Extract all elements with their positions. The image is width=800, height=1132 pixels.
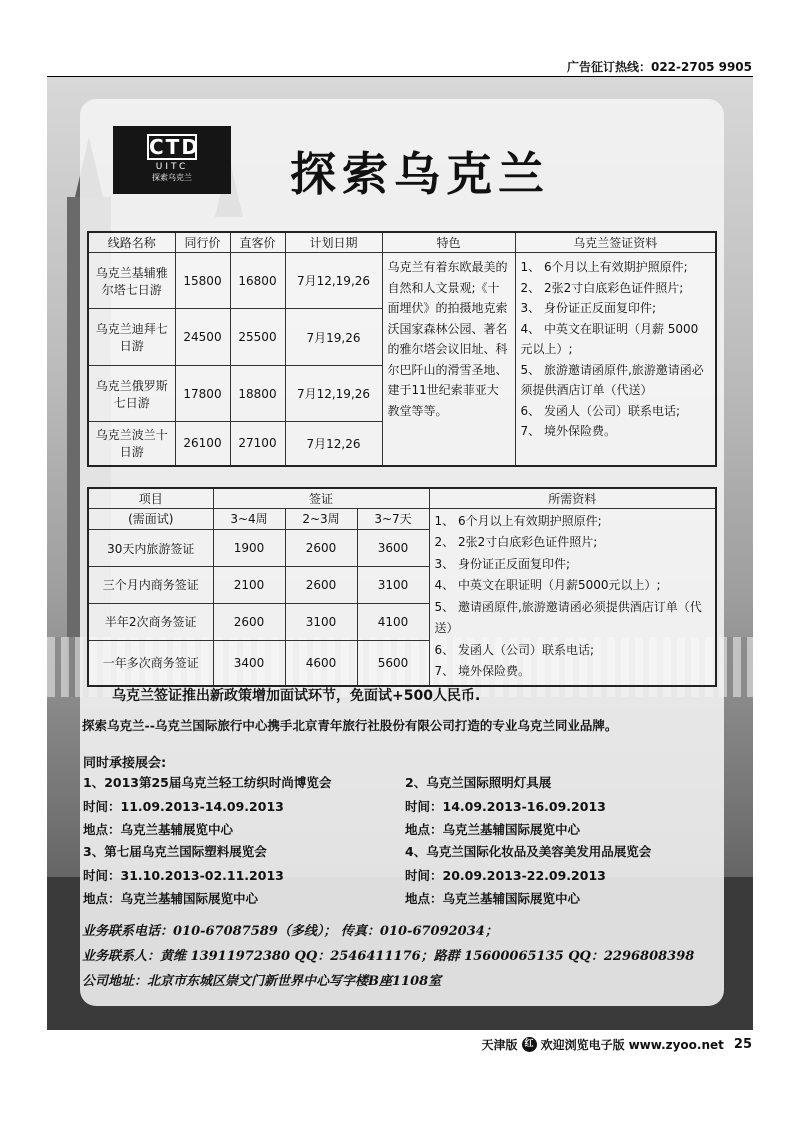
visa-price: 4100 — [357, 603, 429, 640]
list-item: 2、 2张2寸白底彩色证件照片; — [520, 280, 684, 295]
col-item: 项目 — [88, 488, 213, 508]
route-dates: 7月19,26 — [285, 309, 382, 366]
exhibitions-title: 同时承接展会: — [83, 756, 167, 771]
exhibition-time: 时间：11.09.2013-14.09.2013 — [83, 798, 284, 814]
list-item: 3、 身份证正反面复印件; — [434, 556, 570, 571]
footer-welcome: 欢迎浏览电子版 — [540, 1038, 625, 1052]
exhibition-item — [83, 840, 284, 911]
footer-badge-icon: 红 — [522, 1037, 537, 1052]
exhibition-item — [83, 771, 331, 842]
col-peer-price: 同行价 — [175, 232, 230, 253]
exhibition-name: 3、第七届乌克兰国际塑料展览会 — [83, 844, 267, 859]
page-number: 25 — [733, 1037, 752, 1052]
policy-notice: 乌克兰签证推出新政策增加面试环节，免面试+500人民币. — [112, 688, 481, 704]
list-item: 4、 中英文在职证明（月薪5000元以上）; — [434, 578, 661, 592]
peer-price: 17800 — [175, 366, 230, 422]
uitc-logo — [113, 126, 231, 194]
list-item: 5、 邀请函原件,旅游邀请函必须提供酒店订单（代送） — [434, 599, 702, 635]
contact-people: 业务联系人：黄维 13911972380 QQ：2546411176；路群 15600065135 QQ：2296808398 — [82, 949, 695, 964]
exhibition-place: 地点：乌克兰基辅展览中心 — [83, 822, 234, 837]
col-visa: 签证 — [213, 488, 429, 508]
visa-price: 3100 — [357, 566, 429, 603]
col-direct-price: 直客价 — [230, 232, 285, 253]
exhibition-time: 时间：14.09.2013-16.09.2013 — [405, 798, 606, 814]
visa-price: 2600 — [285, 566, 357, 603]
visa-docs-list — [515, 253, 716, 466]
peer-price: 15800 — [175, 253, 230, 309]
visa-item: 三个月内商务签证 — [88, 566, 213, 603]
footer-url[interactable]: www.zyoo.net — [628, 1037, 724, 1052]
col-feature: 特色 — [382, 232, 515, 253]
list-item: 5、 旅游邀请函原件,旅游邀请函必须提供酒店订单（代送） — [520, 362, 704, 397]
route-name: 乌克兰基辅雅尔塔七日游 — [88, 253, 175, 309]
footer — [482, 1036, 752, 1053]
exhibition-name: 1、2013第25届乌克兰轻工纺织时尚博览会 — [83, 775, 332, 790]
exhibition-time: 时间：20.09.2013-22.09.2013 — [405, 867, 606, 883]
visa-price: 2600 — [213, 603, 285, 640]
visa-item: 半年2次商务签证 — [88, 603, 213, 640]
list-item: 4、 中英文在职证明（月薪 5000元以上）; — [520, 321, 699, 356]
logo-text: UITC — [155, 162, 189, 172]
visa-price: 5600 — [357, 640, 429, 685]
logo-subtext: 探索乌克兰 — [152, 173, 192, 182]
exhibition-item — [405, 771, 606, 842]
exhibition-time: 时间：31.10.2013-02.11.2013 — [83, 867, 284, 883]
exhibition-name: 2、乌克兰国际照明灯具展 — [405, 775, 552, 790]
route-name: 乌克兰波兰十日游 — [88, 422, 175, 466]
list-item: 1、 6个月以上有效期护照原件; — [520, 260, 688, 274]
visa-price: 3100 — [285, 603, 357, 640]
exhibition-item — [405, 840, 651, 911]
duration-1: 3~4周 — [213, 508, 285, 530]
peer-price: 26100 — [175, 422, 230, 466]
visa-subheader-row — [88, 508, 716, 530]
direct-price: 27100 — [230, 422, 285, 466]
direct-price: 25500 — [230, 309, 285, 366]
visa-price: 2100 — [213, 566, 285, 603]
visa-item: 一年多次商务签证 — [88, 640, 213, 685]
list-item: 2、 2张2寸白底彩色证件照片; — [434, 535, 598, 549]
route-name: 乌克兰迪拜七日游 — [88, 309, 175, 366]
duration-2: 2~3周 — [285, 508, 357, 530]
routes-header-row — [88, 232, 716, 253]
visa-price: 1900 — [213, 530, 285, 567]
duration-3: 3~7天 — [357, 508, 429, 530]
visa-price: 4600 — [285, 640, 357, 685]
table-row — [88, 253, 716, 309]
list-item: 6、 发函人（公司）联系电话; — [520, 403, 680, 418]
visa-header-row — [88, 488, 716, 508]
direct-price: 18800 — [230, 366, 285, 422]
logo-mark: CTD — [149, 135, 200, 159]
exhibition-place: 地点：乌克兰基辅国际展览中心 — [83, 891, 259, 906]
visa-price: 3400 — [213, 640, 285, 685]
visa-item: 30天内旅游签证 — [88, 530, 213, 567]
exhibition-name: 4、乌克兰国际化妆品及美容美发用品展览会 — [405, 844, 652, 859]
exhibition-place: 地点：乌克兰基辅国际展览中心 — [405, 822, 581, 837]
contact-phone: 业务联系电话：010-67087589（多线）； 传真：010-67092034； — [82, 924, 498, 939]
list-item: 3、 身份证正反面复印件; — [520, 301, 656, 315]
list-item: 7、 境外保险费。 — [520, 424, 616, 438]
peer-price: 24500 — [175, 309, 230, 366]
col-route-name: 线路名称 — [88, 232, 175, 253]
list-item: 7、 境外保险费。 — [434, 664, 530, 678]
col-dates: 计划日期 — [285, 232, 382, 253]
contact-address: 公司地址：北京市东城区崇文门新世界中心写字楼B座1108室 — [82, 974, 442, 989]
page-title: 探索乌克兰 — [290, 147, 550, 201]
visa-table — [87, 487, 717, 687]
direct-price: 16800 — [230, 253, 285, 309]
exhibition-place: 地点：乌克兰基辅国际展览中心 — [405, 891, 581, 906]
visa-docs-list — [429, 508, 716, 686]
col-visa-docs: 乌克兰签证资料 — [515, 232, 716, 253]
route-name: 乌克兰俄罗斯七日游 — [88, 366, 175, 422]
list-item: 1、 6个月以上有效期护照原件; — [434, 513, 602, 528]
routes-table — [87, 231, 717, 467]
brand-statement: 探索乌克兰--乌克兰国际旅行中心携手北京青年旅行社股份有限公司打造的专业乌克兰同业品牌。 — [82, 718, 618, 733]
visa-price: 3600 — [357, 530, 429, 567]
visa-price: 2600 — [285, 530, 357, 567]
route-dates: 7月12,19,26 — [285, 253, 382, 309]
route-dates: 7月12,19,26 — [285, 366, 382, 422]
list-item: 6、 发函人（公司）联系电话; — [434, 642, 594, 657]
footer-edition: 天津版 — [481, 1038, 518, 1052]
feature-text: 乌克兰有着东欧最美的自然和人文景观;《十面埋伏》的拍摄地克索沃国家森林公园、著名的雅尔塔会议旧址、科尔巴阡山的滑雪圣地、建于11世纪索菲亚大教堂等等。 — [382, 253, 515, 466]
col-item-sub: (需面试) — [88, 508, 213, 530]
col-docs: 所需资料 — [429, 488, 716, 508]
hotline: 广告征订热线：022-2705 9905 — [566, 60, 752, 74]
route-dates: 7月12,26 — [285, 422, 382, 466]
